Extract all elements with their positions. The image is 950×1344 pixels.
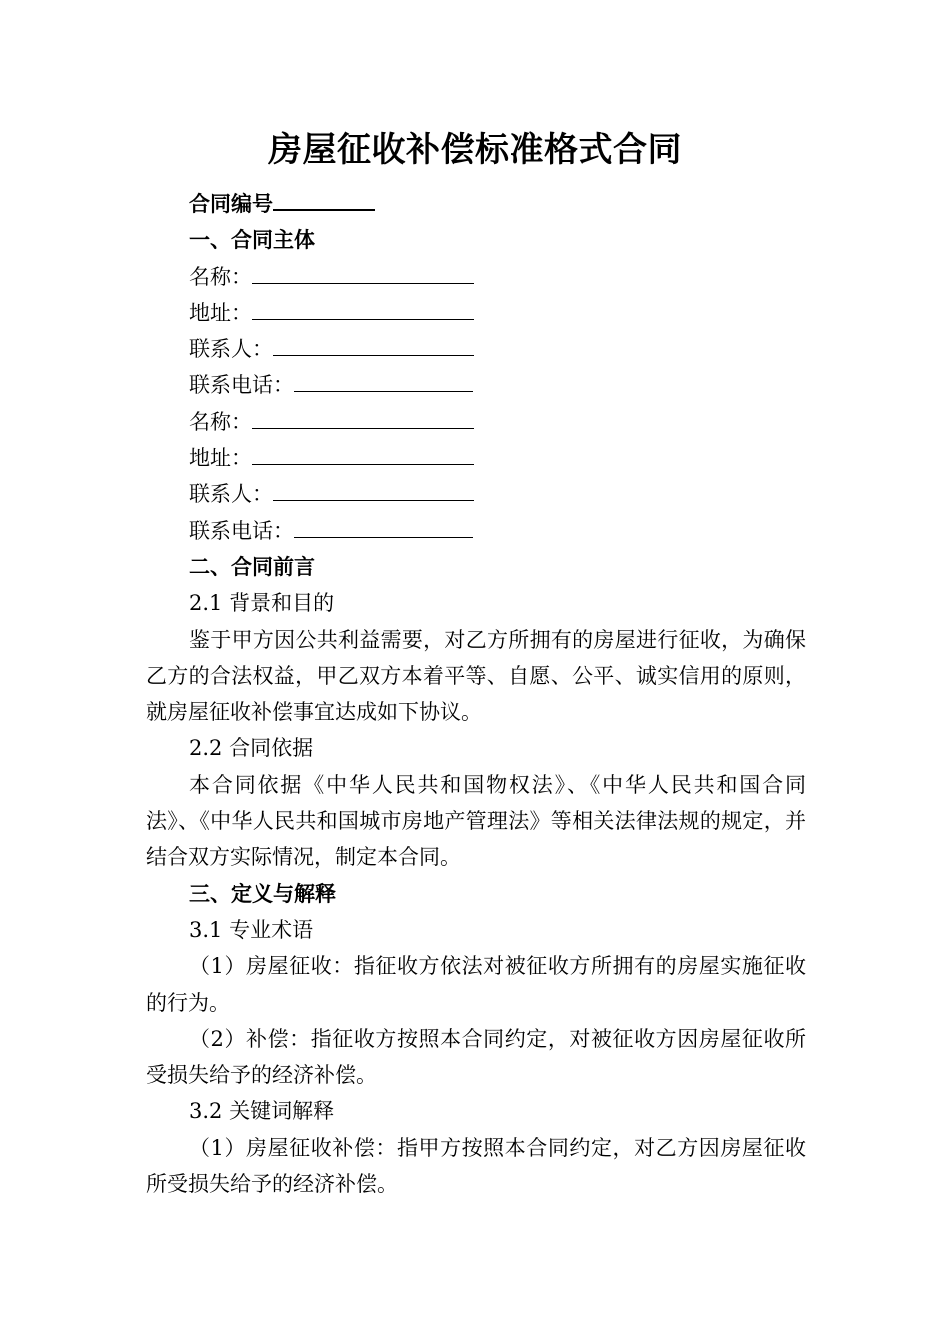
party-a-address-blank: [252, 297, 474, 320]
party-b-name-line: [146, 404, 806, 440]
party-b-phone-line: [146, 513, 806, 549]
section-2-heading: 二、合同前言: [189, 554, 315, 579]
contract-number-blank: [273, 187, 375, 211]
party-b-name-label: 名称：: [189, 409, 252, 434]
subsection-3-2-title: 3.2 关键词解释: [189, 1099, 335, 1124]
party-b-contact-label: 联系人：: [189, 482, 273, 507]
section-1-heading: 一、合同主体: [189, 228, 315, 253]
party-b-address-line: [146, 440, 806, 476]
document-body: [146, 186, 806, 1202]
party-b-phone-blank: [294, 515, 473, 538]
party-a-contact-line: [146, 331, 806, 367]
contract-number-label: 合同编号: [189, 192, 273, 216]
section-3-heading: 三、定义与解释: [189, 881, 336, 906]
party-b-address-label: 地址：: [189, 446, 252, 471]
party-a-name-label: 名称：: [189, 264, 252, 289]
party-b-name-blank: [252, 406, 474, 429]
party-a-phone-blank: [294, 369, 473, 392]
party-a-address-label: 地址：: [189, 300, 252, 325]
subsection-2-2-title: 2.2 合同依据: [189, 736, 314, 761]
party-b-contact-line: [146, 476, 806, 512]
keyword-item-1: （1）房屋征收补偿：指甲方按照本合同约定，对乙方因房屋征收所受损失给予的经济补偿。: [146, 1135, 806, 1197]
party-a-contact-blank: [273, 333, 474, 356]
subsection-2-1-text: 鉴于甲方因公共利益需要，对乙方所拥有的房屋进行征收，为确保乙方的合法权益，甲乙双方本着平等、自愿、公平、诚实信用的原则，就房屋征收补偿事宜达成如下协议。: [146, 627, 806, 725]
party-b-phone-label: 联系电话：: [189, 518, 294, 543]
subsection-2-2-text: 本合同依据《中华人民共和国物权法》、《中华人民共和国合同法》、《中华人民共和国城市房地产管理法》等相关法律法规的规定，并结合双方实际情况，制定本合同。: [146, 772, 806, 870]
document-title: 房屋征收补偿标准格式合同: [268, 130, 682, 170]
party-a-address-line: [146, 295, 806, 331]
party-b-contact-blank: [273, 478, 474, 501]
definition-item-2: （2）补偿：指征收方按照本合同约定，对被征收方因房屋征收所受损失给予的经济补偿。: [146, 1026, 806, 1088]
party-a-phone-line: [146, 367, 806, 403]
party-a-phone-label: 联系电话：: [189, 373, 294, 398]
party-a-contact-label: 联系人：: [189, 337, 273, 362]
party-b-address-blank: [252, 442, 474, 465]
contract-number-line: [146, 186, 806, 222]
party-a-name-line: [146, 259, 806, 295]
subsection-2-1-title: 2.1 背景和目的: [189, 591, 335, 616]
party-a-name-blank: [252, 261, 474, 284]
subsection-3-1-title: 3.1 专业术语: [189, 917, 314, 942]
definition-item-1: （1）房屋征收：指征收方依法对被征收方所拥有的房屋实施征收的行为。: [146, 954, 806, 1015]
